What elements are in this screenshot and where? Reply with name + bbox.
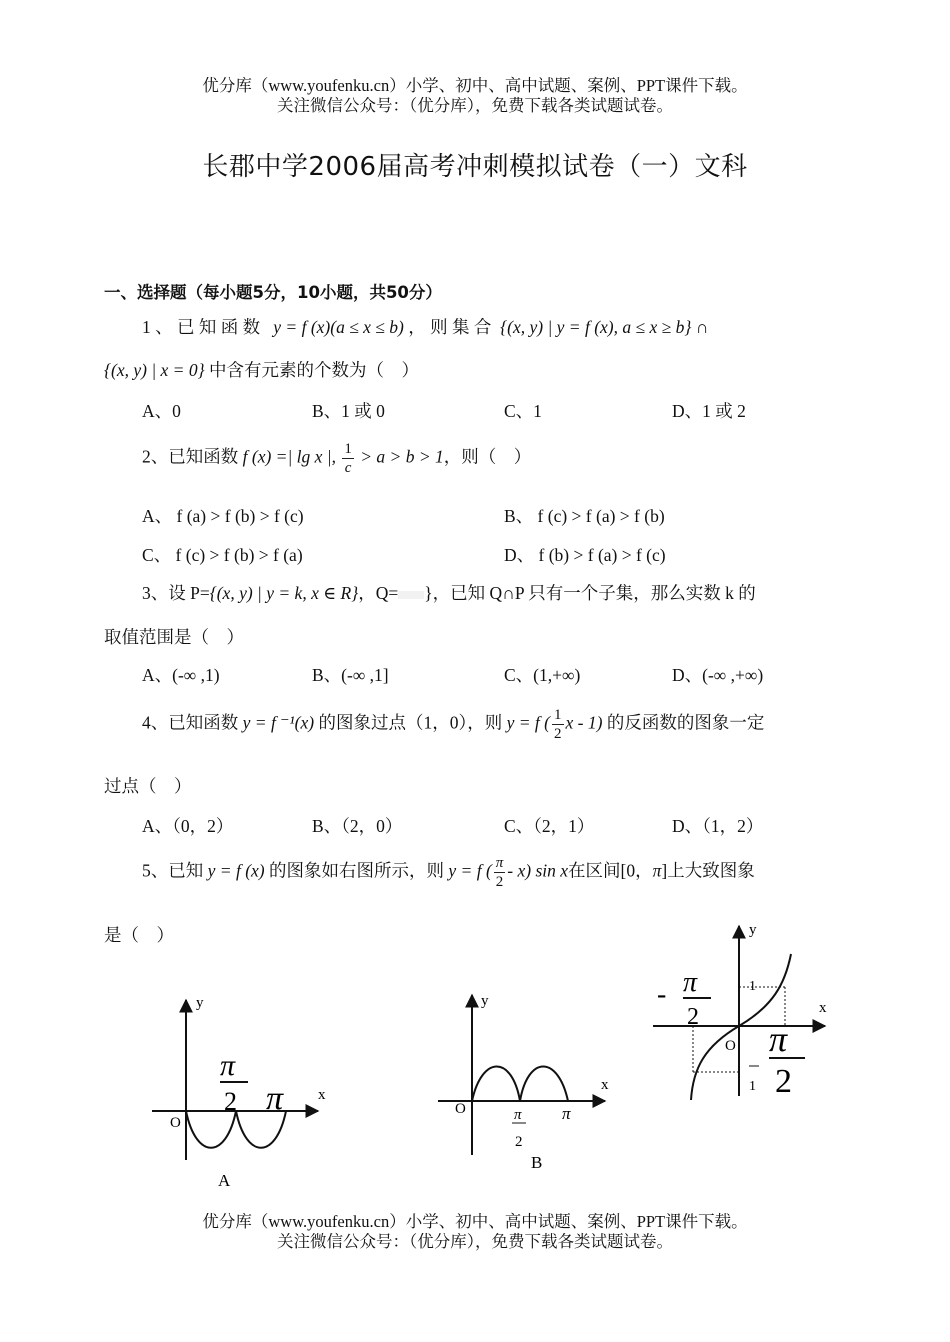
question-4-line-1 — [142, 706, 764, 743]
q5-math-2b: - x) sin x — [507, 860, 569, 881]
q3-option-d: D、(-∞ ,+∞) — [672, 665, 764, 685]
graph-a-origin: O — [170, 1115, 181, 1131]
q3-option-b: B、(-∞ ,1] — [312, 665, 389, 685]
q4-option-c: C、（2，1） — [504, 816, 595, 836]
q4-option-b: B、（2，0） — [312, 816, 403, 836]
q2-frac-num: 1 — [344, 441, 352, 457]
graph-f-x-label: x — [819, 1000, 827, 1016]
question-3-line-1 — [142, 580, 756, 605]
q1-option-c: C、1 — [504, 401, 542, 421]
graph-b-label: B — [531, 1153, 543, 1172]
graph-a-half-pi-num: π — [220, 1049, 236, 1082]
graph-a — [140, 985, 350, 1195]
graph-b-curve — [472, 1067, 568, 1102]
q5-prefix: 5、已知 — [142, 860, 204, 881]
q4-option-a: A、（0，2） — [142, 816, 234, 836]
graph-a-y-label: y — [196, 995, 204, 1011]
graph-f-neg-one: 1 — [749, 1079, 756, 1094]
graph-b-half-pi-den: 2 — [515, 1134, 523, 1150]
q5-frac-den: 2 — [495, 874, 504, 890]
graph-b-pi: π — [562, 1104, 571, 1123]
q4-suffix: 的反函数的图象一定 — [606, 712, 765, 733]
q3-mid: ，Q= — [358, 583, 399, 603]
footer-line-2: 关注微信公众号：（优分库），免费下载各类试题试卷。 — [277, 1232, 673, 1251]
graph-a-half-pi-den: 2 — [224, 1087, 237, 1116]
q1-math-3: {(x, y) | x = 0} — [104, 360, 205, 380]
graph-b-x-label: x — [601, 1077, 609, 1093]
q4-frac-num: 1 — [554, 707, 562, 723]
q2-fraction — [342, 440, 354, 477]
q4-math-2b: x - 1) — [565, 712, 603, 733]
graph-f-half-pi-den: 2 — [775, 1063, 792, 1100]
q1-text-c: 中含有元素的个数为（ ） — [208, 360, 419, 380]
q4-frac-den: 2 — [554, 726, 562, 742]
header-line-1: 优分库（www.youfenku.cn）小学、初中、高中试题、案例、PPT课件下载。 — [202, 76, 748, 95]
q4-fraction — [552, 706, 564, 743]
q1-option-a: A、0 — [142, 401, 181, 421]
question-2 — [142, 440, 531, 477]
q1-option-b: B、1 或 0 — [312, 401, 385, 421]
q4-option-d: D、（1，2） — [672, 816, 764, 836]
q1-math-2: {(x, y) | y = f (x), a ≤ x ≥ b} ∩ — [500, 317, 709, 337]
graph-f-half-pi-num: π — [769, 1019, 788, 1059]
q5-suffix-2: ]上大致图象 — [661, 860, 755, 881]
graph-b-y-label: y — [481, 993, 489, 1009]
q1-text-b: ， 则 集 合 — [408, 317, 492, 337]
q2-option-c: C、 f (c) > f (b) > f (a) — [142, 545, 303, 565]
graph-f-one: 1 — [749, 979, 756, 994]
q4-mid: 的图象过点（1，0），则 — [318, 712, 503, 733]
q3-blurred-set — [398, 591, 424, 599]
question-5-line-2: 是（ ） — [104, 925, 174, 945]
question-1-line-1 — [142, 314, 708, 339]
q1-text-a: 1 、 已 知 函 数 — [142, 317, 261, 337]
q3-mid-2: }，已知 Q∩P 只有一个子集，那么实数 k 的 — [424, 583, 756, 603]
q2-option-a: A、 f (a) > f (b) > f (c) — [142, 506, 304, 526]
footer-line-1: 优分库（www.youfenku.cn）小学、初中、高中试题、案例、PPT课件下载。 — [202, 1212, 748, 1231]
graph-f — [645, 918, 845, 1108]
graph-a-pi: π — [266, 1080, 284, 1117]
q3-prefix: 3、设 P= — [142, 583, 210, 603]
q2-option-b: B、 f (c) > f (a) > f (b) — [504, 506, 665, 526]
q1-math-1: y = f (x)(a ≤ x ≤ b) — [273, 317, 404, 337]
q2-option-d: D、 f (b) > f (a) > f (c) — [504, 545, 666, 565]
q1-option-d: D、1 或 2 — [672, 401, 746, 421]
q2-suffix: ，则（ ） — [443, 446, 532, 467]
q3-option-c: C、(1,+∞) — [504, 665, 581, 685]
section-heading: 一、选择题（每小题5分，10小题，共50分） — [104, 283, 442, 302]
graph-a-x-label: x — [318, 1087, 326, 1103]
q5-math-1: y = f (x) — [207, 860, 265, 881]
q5-pi: π — [652, 860, 662, 881]
q3-math-p: {(x, y) | y = k, x ∈ R} — [209, 583, 359, 603]
q5-fraction — [494, 854, 506, 891]
q2-frac-den: c — [344, 460, 352, 476]
q5-frac-num: π — [495, 855, 504, 871]
graph-f-y-label: y — [749, 922, 757, 938]
graph-b — [435, 985, 635, 1185]
q3-option-a: A、(-∞ ,1) — [142, 665, 220, 685]
graph-f-origin: O — [725, 1038, 736, 1054]
header-line-2: 关注微信公众号：（优分库），免费下载各类试题试卷。 — [277, 96, 673, 115]
q5-suffix: 在区间[0， — [568, 860, 653, 881]
q4-math-1: y = f ⁻¹(x) — [242, 712, 315, 733]
q4-prefix: 4、已知函数 — [142, 712, 239, 733]
graph-f-minus: - — [657, 979, 667, 1010]
q2-math-2: > a > b > 1 — [360, 446, 444, 467]
graph-f-neg-half-pi-den: 2 — [687, 1004, 699, 1030]
question-3-line-2: 取值范围是（ ） — [104, 627, 244, 647]
graph-f-neg-half-pi-num: π — [683, 967, 698, 998]
graph-a-label: A — [218, 1171, 231, 1190]
graph-b-half-pi-num: π — [514, 1107, 522, 1123]
question-1-line-2 — [104, 357, 419, 382]
graph-b-origin: O — [455, 1101, 466, 1117]
question-4-line-2: 过点（ ） — [104, 776, 192, 796]
question-5-line-1 — [142, 854, 755, 891]
q4-math-2a: y = f ( — [506, 712, 551, 733]
q2-prefix: 2、已知函数 — [142, 446, 239, 467]
q2-math: f (x) =| lg x |, — [242, 446, 336, 467]
q5-math-2a: y = f ( — [448, 860, 492, 881]
q5-mid: 的图象如右图所示，则 — [269, 860, 444, 881]
page-title: 长郡中学2006届高考冲刺模拟试卷（一）文科 — [202, 152, 748, 182]
